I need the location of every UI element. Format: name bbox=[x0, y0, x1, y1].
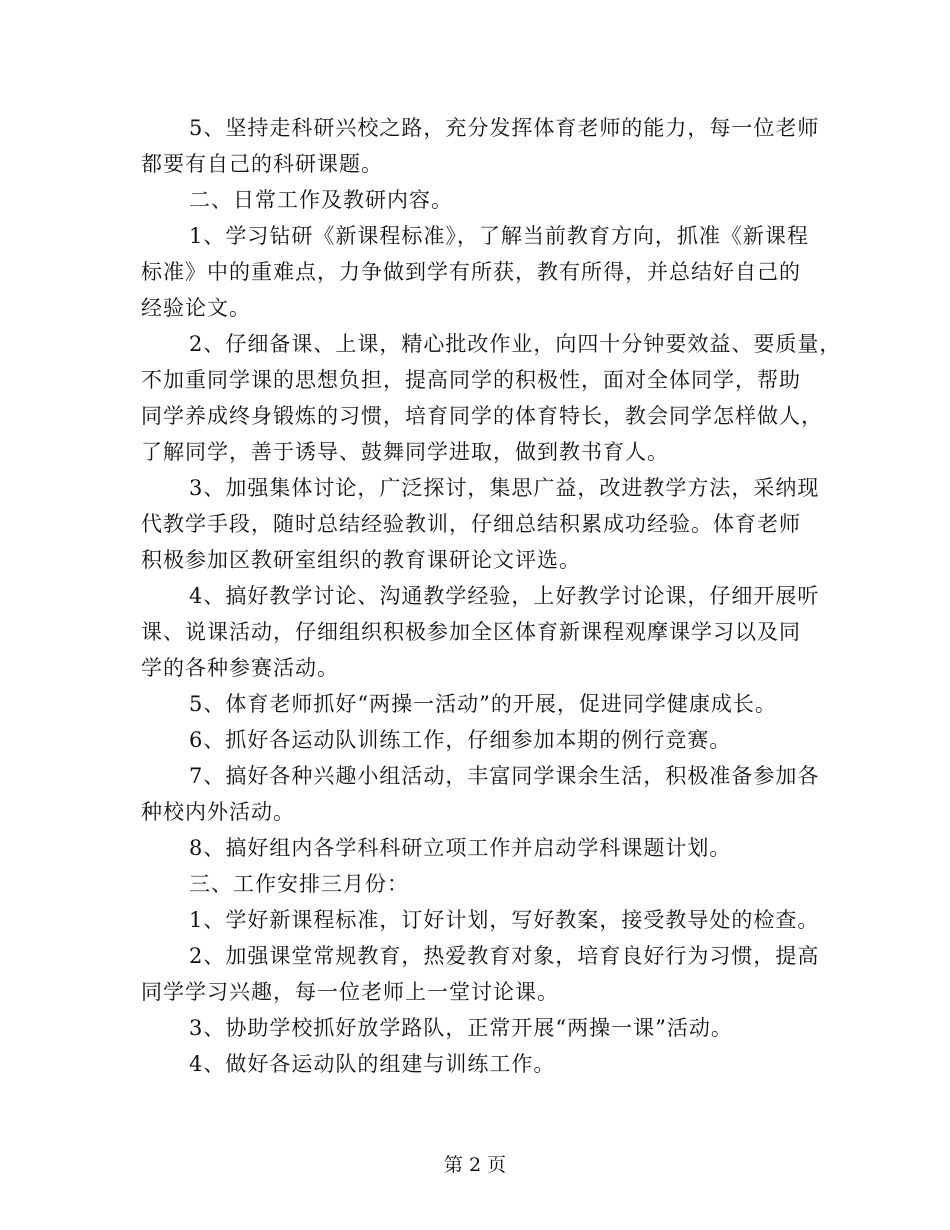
text-line: 8、搞好组内各学科科研立项工作并启动学科课题计划。 bbox=[189, 836, 732, 860]
text-line: 都要有自己的科研课题。 bbox=[141, 152, 383, 176]
text-line: 7、搞好各种兴趣小组活动，丰富同学课余生活，积极准备参加各 bbox=[189, 764, 820, 788]
paragraph bbox=[141, 758, 821, 830]
text-line: 5、体育老师抓好“两操一活动”的开展，促进同学健康成长。 bbox=[189, 692, 777, 716]
paragraph bbox=[141, 218, 821, 326]
text-line: 经验论文。 bbox=[141, 296, 251, 320]
text-line: 积极参加区教研室组织的教育课研论文评选。 bbox=[141, 548, 581, 572]
document-body bbox=[141, 110, 842, 1082]
text-line: 二、日常工作及教研内容。 bbox=[189, 188, 453, 212]
paragraph bbox=[141, 326, 842, 470]
text-line: 2、加强课堂常规教育，热爱教育对象，培育良好行为习惯，提高 bbox=[189, 944, 820, 968]
text-line: 三、工作安排三月份： bbox=[189, 872, 409, 896]
text-line: 3、协助学校抓好放学路队，正常开展“两操一课”活动。 bbox=[189, 1016, 733, 1040]
section-heading bbox=[141, 182, 821, 218]
paragraph bbox=[141, 578, 821, 686]
section-heading bbox=[141, 866, 821, 902]
text-line: 不加重同学课的思想负担，提高同学的积极性，面对全体同学，帮助 bbox=[141, 368, 801, 392]
text-line: 3、加强集体讨论，广泛探讨，集思广益，改进教学方法，采纳现 bbox=[189, 476, 820, 500]
paragraph bbox=[141, 1046, 821, 1082]
text-line: 种校内外活动。 bbox=[141, 800, 295, 824]
text-line: 了解同学，善于诱导、鼓舞同学进取，做到教书育人。 bbox=[141, 440, 669, 464]
paragraph bbox=[141, 902, 821, 938]
paragraph bbox=[141, 470, 821, 578]
text-line: 2、仔细备课、上课，精心批改作业，向四十分钟要效益、要质量， bbox=[189, 332, 842, 356]
text-line: 4、搞好教学讨论、沟通教学经验，上好教学讨论课，仔细开展听 bbox=[189, 584, 820, 608]
text-line: 同学学习兴趣，每一位老师上一堂讨论课。 bbox=[141, 980, 559, 1004]
page-number: 第 2 页 bbox=[443, 1154, 507, 1176]
paragraph bbox=[141, 938, 821, 1010]
text-line: 代教学手段，随时总结经验教训，仔细总结积累成功经验。体育老师 bbox=[141, 512, 801, 536]
text-line: 1、学习钻研《新课程标准》，了解当前教育方向，抓准《新课程 bbox=[189, 224, 809, 248]
text-line: 5、坚持走科研兴校之路，充分发挥体育老师的能力，每一位老师 bbox=[189, 116, 820, 140]
text-line: 学的各种参赛活动。 bbox=[141, 656, 339, 680]
text-line: 4、做好各运动队的组建与训练工作。 bbox=[189, 1052, 556, 1076]
paragraph bbox=[141, 722, 821, 758]
text-line: 6、抓好各运动队训练工作，仔细参加本期的例行竞赛。 bbox=[189, 728, 732, 752]
paragraph bbox=[141, 1010, 821, 1046]
paragraph bbox=[141, 686, 821, 722]
paragraph bbox=[141, 830, 821, 866]
text-line: 课、说课活动，仔细组织积极参加全区体育新课程观摩课学习以及同 bbox=[141, 620, 801, 644]
text-line: 1、学好新课程标准，订好计划，写好教案，接受教导处的检查。 bbox=[189, 908, 820, 932]
text-line: 标准》中的重难点，力争做到学有所获，教有所得，并总结好自己的 bbox=[141, 260, 801, 284]
text-line: 同学养成终身锻炼的习惯，培育同学的体育特长，教会同学怎样做人， bbox=[141, 404, 823, 428]
paragraph bbox=[141, 110, 821, 182]
